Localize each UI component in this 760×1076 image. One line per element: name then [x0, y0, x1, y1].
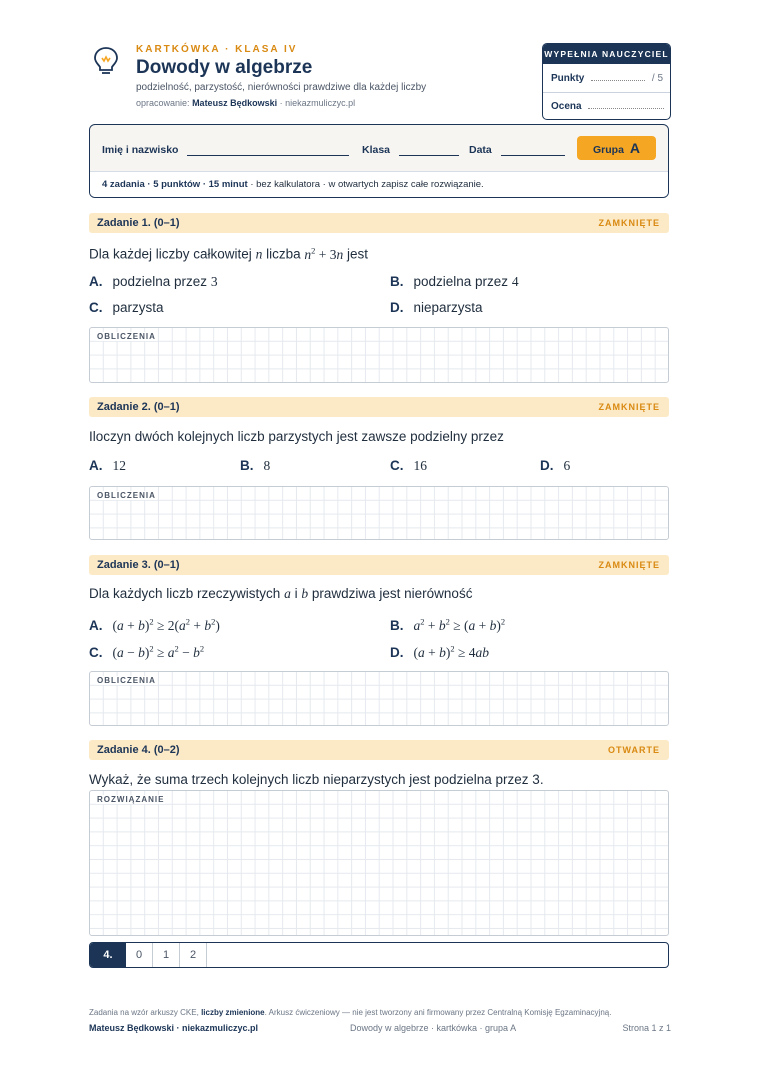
task-2-type: ZAMKNIĘTE: [598, 402, 660, 412]
option-letter: D.: [390, 300, 404, 315]
teacher-box: [542, 43, 671, 120]
footer-text: Zadania na wzór arkuszy CKE,: [89, 1008, 199, 1017]
math-n: n: [255, 246, 263, 262]
task-1-question: [89, 245, 368, 263]
solution-area-label: ROZWIĄZANIE: [97, 795, 165, 804]
teacher-box-title: WYPEŁNIA NAUCZYCIEL: [543, 44, 670, 64]
option-math: 4: [511, 274, 519, 289]
option-letter: B.: [240, 458, 254, 473]
option-text: parzysta: [112, 300, 164, 315]
option-letter: C.: [89, 300, 103, 315]
name-label: Imię i nazwisko: [102, 144, 179, 156]
option-math: $(a - b)^2 \ge a^2 - b^2$: [112, 643, 205, 660]
task-1-header: [89, 213, 669, 233]
option-math: $a^2 + b^2 \ge (a + b)^2$: [413, 616, 506, 633]
date-label: Data: [469, 144, 492, 156]
group-value: A: [629, 140, 640, 156]
option-math: 3: [210, 274, 218, 289]
footer-doc-name: Dowody w algebrze · kartkówka · grupa A: [350, 1023, 517, 1033]
author-prefix: opracowanie:: [136, 98, 190, 108]
task-1-question-part: liczba: [266, 246, 301, 262]
option-letter: D.: [390, 644, 404, 660]
task-2-header: [89, 397, 669, 417]
class-label: Klasa: [362, 144, 391, 156]
footer-page-number: Strona 1 z 1: [622, 1023, 671, 1033]
work-area-label: OBLICZENIA: [97, 491, 156, 500]
option-letter: A.: [89, 458, 103, 473]
task-4-header: [89, 740, 669, 760]
date-field[interactable]: [501, 144, 565, 156]
name-field[interactable]: [187, 144, 349, 156]
task-3-question-part: Dla każdych liczb rzeczywistych: [89, 586, 281, 601]
option-text: nieparzysta: [413, 300, 483, 315]
task-3-option-d[interactable]: [390, 643, 489, 661]
math-expression: $n^2 + 3n$: [304, 245, 344, 262]
option-text: podzielna przez: [112, 274, 208, 289]
group-label: Grupa: [593, 144, 624, 156]
class-row: [362, 144, 459, 156]
lightbulb-icon: [92, 46, 120, 76]
footer-emphasis: liczby zmienione: [201, 1008, 265, 1017]
task-1-question-part: jest: [347, 246, 369, 262]
test-info-summary: 4 zadania · 5 punktów · 15 minut: [102, 179, 248, 190]
math-b: b: [301, 586, 309, 601]
footer-author: Mateusz Będkowski · niekazmuliczyc.pl: [89, 1023, 259, 1033]
option-letter: B.: [390, 617, 404, 633]
task-1-work-area[interactable]: [89, 327, 669, 383]
author-name: Mateusz Będkowski: [192, 98, 278, 108]
option-math: $(a + b)^2 \ge 4ab$: [413, 643, 490, 660]
grade-label: Ocena: [551, 101, 582, 112]
task-3-title: Zadanie 3. (0–1): [97, 559, 180, 571]
group-badge: [577, 136, 656, 160]
task-4-title: Zadanie 4. (0–2): [97, 744, 180, 756]
option-text: podzielna przez: [413, 274, 509, 289]
task-3-option-c[interactable]: [89, 643, 204, 661]
math-a: a: [284, 586, 291, 601]
option-math: 16: [413, 458, 427, 473]
task-3-header: [89, 555, 669, 575]
option-letter: C.: [89, 644, 103, 660]
task-3-question-part: i: [294, 586, 298, 601]
task-2-option-a[interactable]: [89, 458, 126, 474]
footer-disclaimer: [89, 1008, 611, 1017]
task-1-type: ZAMKNIĘTE: [598, 218, 660, 228]
task-1-option-c[interactable]: [89, 300, 164, 315]
task-4-type: OTWARTE: [608, 745, 660, 755]
task-3-question: [89, 586, 472, 602]
class-field[interactable]: [399, 144, 459, 156]
student-info-box: [89, 124, 669, 198]
points-max: / 5: [651, 73, 664, 84]
option-math: 12: [112, 458, 126, 473]
author-site: · niekazmuliczyc.pl: [279, 98, 356, 108]
grade-row: [551, 101, 664, 112]
score-option-1[interactable]: 1: [153, 943, 180, 967]
task-3-type: ZAMKNIĘTE: [598, 560, 660, 570]
option-math: 8: [263, 458, 271, 473]
author-line: [136, 98, 355, 108]
task-1-title: Zadanie 1. (0–1): [97, 217, 180, 229]
page-subtitle: podzielność, parzystość, nierówności prawdziwe dla każdej liczby: [136, 82, 427, 93]
option-letter: B.: [390, 274, 404, 289]
grade-field[interactable]: [588, 108, 664, 109]
task-2-title: Zadanie 2. (0–1): [97, 401, 180, 413]
task-3-option-b[interactable]: [390, 616, 505, 634]
task-2-question: Iloczyn dwóch kolejnych liczb parzystych jest zawsze podzielny przez: [89, 429, 504, 444]
name-row: [102, 144, 349, 156]
task-4-question: Wykaż, że suma trzech kolejnych liczb nieparzystych jest podzielna przez 3.: [89, 772, 544, 787]
date-row: [469, 144, 565, 156]
task-1-option-b[interactable]: [390, 274, 519, 290]
option-letter: A.: [89, 617, 103, 633]
task-2-option-b[interactable]: [240, 458, 270, 474]
page-title: Dowody w algebrze: [136, 57, 313, 78]
test-info-rules: · bez kalkulatora · w otwartych zapisz całe rozwiązanie.: [250, 179, 484, 190]
task-1-question-part: Dla każdej liczby całkowitej: [89, 246, 252, 262]
task-3-question-part: prawdziwa jest nierówność: [311, 586, 473, 601]
score-option-0[interactable]: 0: [126, 943, 153, 967]
option-letter: D.: [540, 458, 554, 473]
work-area-label: OBLICZENIA: [97, 676, 156, 685]
score-option-2[interactable]: 2: [180, 943, 207, 967]
points-field[interactable]: [591, 80, 645, 81]
score-task-number: 4.: [90, 943, 126, 967]
task-4-solution-area[interactable]: [89, 790, 669, 936]
teacher-divider: [543, 92, 670, 93]
option-math: 6: [563, 458, 571, 473]
option-math: $(a + b)^2 \ge 2(a^2 + b^2)$: [112, 616, 220, 633]
points-row: [551, 73, 663, 84]
task-3-option-a[interactable]: [89, 616, 220, 634]
footer-text: . Arkusz ćwiczeniowy — nie jest tworzony ani firmowany przez Centralną Komisję Egzaminacyjną.: [264, 1008, 612, 1017]
option-letter: A.: [89, 274, 103, 289]
task-2-option-c[interactable]: [390, 458, 427, 474]
work-area-label: OBLICZENIA: [97, 332, 156, 341]
test-info: [90, 171, 668, 198]
task-4-score-bar: [89, 942, 669, 968]
points-label: Punkty: [551, 73, 585, 84]
option-letter: C.: [390, 458, 404, 473]
document-kicker: KARTKÓWKA · KLASA IV: [136, 44, 298, 55]
task-1-option-a[interactable]: [89, 274, 218, 290]
task-3-work-area[interactable]: [89, 671, 669, 726]
task-2-option-d[interactable]: [540, 458, 570, 474]
task-2-work-area[interactable]: [89, 486, 669, 540]
task-1-option-d[interactable]: [390, 300, 483, 315]
